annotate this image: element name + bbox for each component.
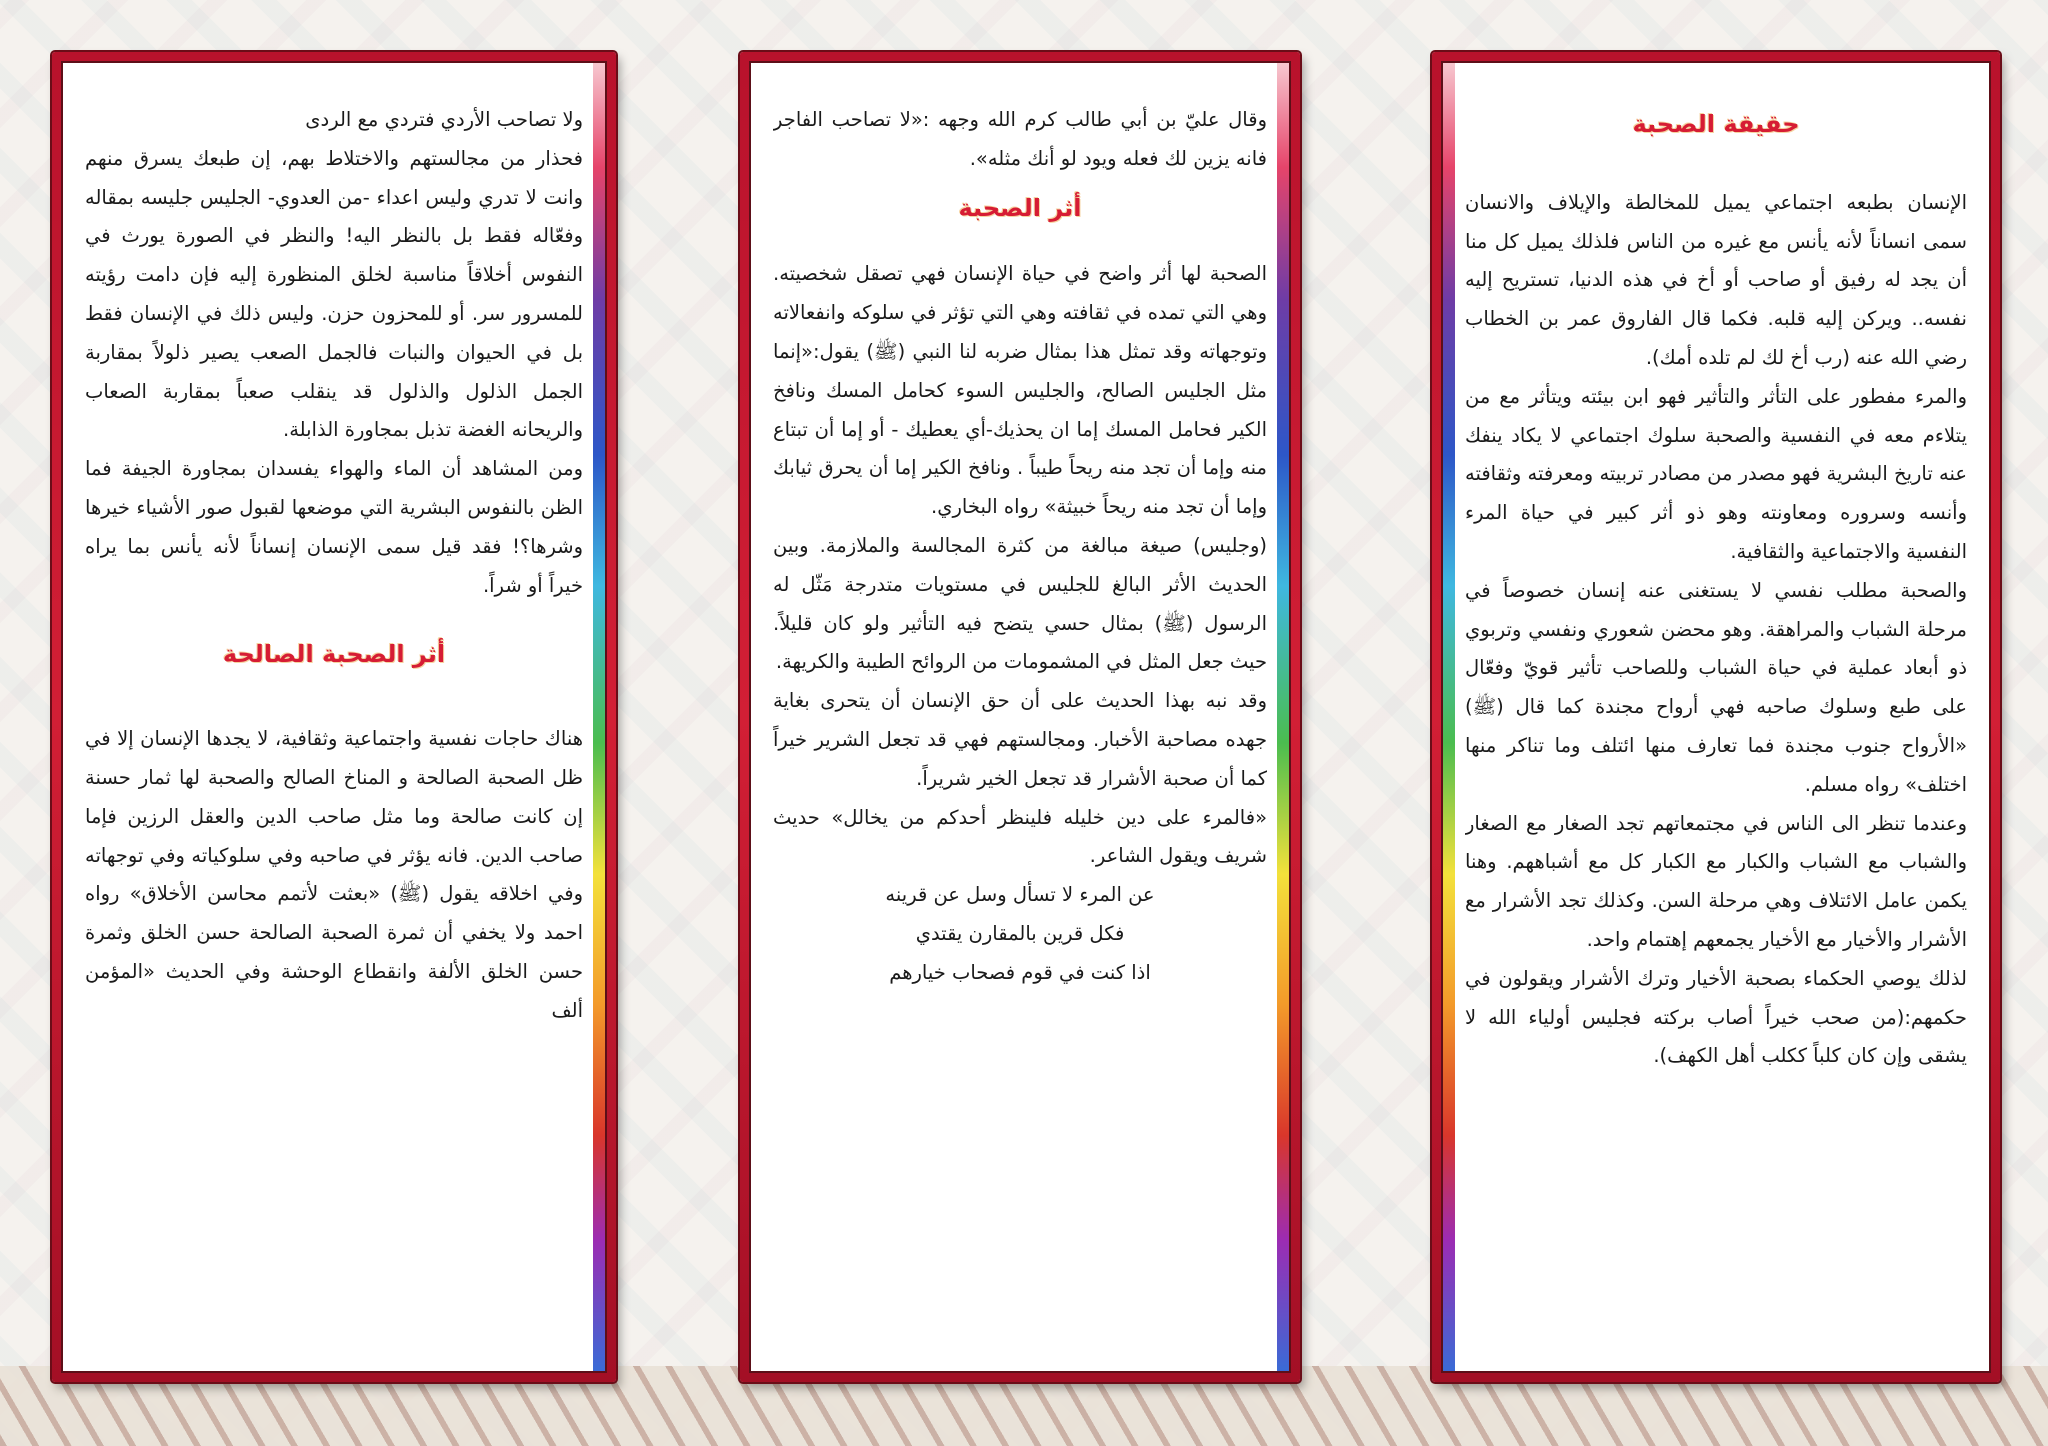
- panel-right-content: [1465, 63, 1967, 1371]
- section-heading-good-companionship: أثر الصحبة الصالحة: [222, 640, 446, 669]
- rainbow-border: [593, 63, 605, 1371]
- quote-paragraph: وقال عليّ بن أبي طالب كرم الله وجهه :«لا تصاحب الفاجر فانه يزين لك فعله ويود لو أنك مثله».: [773, 108, 1267, 170]
- panel-right-inner: [1441, 61, 1991, 1373]
- paragraph: «فالمرء على دين خليله فلينظر أحدكم من يخالل» حديث شريف ويقول الشاعر.: [773, 805, 1267, 868]
- verse-line: عن المرء لا تسأل وسل عن قرينه: [885, 883, 1155, 907]
- paragraph: وعندما تنظر الى الناس في مجتمعاتهم تجد الصغار مع الصغار والشباب مع الشباب والكبار مع الكبار كل مع أشباههم. وهنا يكمن عامل الائتلاف وهي مرحلة السن. وكذلك تجد الأشرار مع الأشرار والأخيار مع الأخيار يجمعهم إهتمام واحد.: [1465, 811, 1967, 951]
- panel-left: [52, 52, 616, 1382]
- rainbow-border: [1277, 63, 1289, 1371]
- section-heading-truth-of-companionship: حقيقة الصحبة: [1632, 110, 1800, 138]
- panel-middle-content: [773, 63, 1267, 1371]
- verse-line: فكل قرين بالمقارن يقتدي: [915, 921, 1125, 945]
- paragraph: لذلك يوصي الحكماء بصحبة الأخيار وترك الأشرار ويقولون في حكمهم:(من صحب خيراً أصاب بركته فجليس أولياء الله لا يشقى وإن كان كلباً ككلب أهل الكهف).: [1465, 966, 1967, 1068]
- panel-middle: [740, 52, 1300, 1382]
- poem-verses: [773, 876, 1267, 992]
- paragraph: فحذار من مجالستهم والاختلاط بهم، إن طبعك يسرق منهم وانت لا تدري وليس اعداء -من العدوي- الجليس جليسه بمقاله وفعّاله فقط بل بالنظر اليه! والنظر في الصورة يورث في النفوس أخلاقاً مناسبة لخلق المنظورة إليه فإن دامت رؤيته للمسرور سر. أو للمحزون حزن. وليس ذلك في الإنسان فقط بل في الحيوان والنبات فالجمل الصعب يصير ذلولاً بمقاربة الجمل الذلول والذلول قد ينقلب صعباً بمقاربة الصعاب والريحانه الغضة تذبل بمجاورة الذابلة.: [85, 146, 583, 442]
- paragraph: (وجليس) صيغة مبالغة من كثرة المجالسة والملازمة. وبين الحديث الأثر البالغ للجليس في مستويات متدرجة مَثّل له الرسول (ﷺ) بمثال حسي يتضح فيه التأثير ولو كان قليلاً. حيث جعل المثل في المشمومات من الروائح الطيبة والكريهة.: [773, 533, 1267, 674]
- panel-left-content: [85, 63, 583, 1371]
- panel-left-inner: [61, 61, 607, 1373]
- panel-right: [1432, 52, 2000, 1382]
- paragraph: الصحبة لها أثر واضح في حياة الإنسان فهي تصقل شخصيته. وهي التي تمده في ثقافته وهي التي تؤثر في سلوكه وانفعالاته وتوجهاته وقد تمثل هذا بمثال ضربه لنا النبي (ﷺ) يقول:«إنما مثل الجليس الصالح، والجليس السوء كحامل المسك ونافخ الكير فحامل المسك إما ان يحذيك-أي يعطيك - أو إما أن تبتاع منه وإما أن تجد منه ريحاً طيباً . ونافخ الكير إما أن يحرق ثيابك وإما أن تجد منه ريحاً خبيثة» رواه البخاري.: [773, 262, 1267, 519]
- verse-line: اذا كنت في قوم فصحاب خيارهم: [889, 960, 1151, 984]
- paragraph: هناك حاجات نفسية واجتماعية وثقافية، لا يجدها الإنسان إلا في ظل الصحبة الصالحة و المناخ الصالح والصحبة لها ثمار حسنة إن كانت صالحة وما مثل صاحب الدين والعقل الرزين فإما صاحب الدين. فانه يؤثر في صاحبه وفي سلوكياته وفي توجهاته وفي اخلاقه يقول (ﷺ) «بعثت لأتمم محاسن الأخلاق» رواه احمد ولا يخفي أن ثمرة الصحبة الصالحة حسن الخلق وثمرة حسن الخلق الألفة وانقطاع الوحشة وفي الحديث «المؤمن ألف: [85, 727, 583, 1022]
- section-heading-companionship-effect: أثر الصحبة: [958, 193, 1082, 222]
- paragraph: الإنسان بطبعه اجتماعي يميل للمخالطة والإيلاف والانسان سمى انساناً لأنه يأنس مع غيره من الناس فلذلك يميل كل منا أن يجد له رفيق أو صاحب أو أخ في هذه الدنيا، تستريح إليه نفسه.. ويركن إليه قلبه. فكما قال الفاروق عمر بن الخطاب رضي الله عنه (رب أخ لك لم تلده أمك).: [1465, 190, 1967, 369]
- paragraph: وقد نبه بهذا الحديث على أن حق الإنسان أن يتحرى بغاية جهده مصاحبة الأخبار. ومجالستهم فهي قد تجعل الشرير خيراً كما أن صحبة الأشرار قد تجعل الخير شريراً.: [773, 689, 1267, 790]
- paragraph: ومن المشاهد أن الماء والهواء يفسدان بمجاورة الجيفة فما الظن بالنفوس البشرية التي موضعها لقبول صور الأشياء خيرها وشرها؟! فقد قيل سمى الإنسان إنساناً لأنه يأنس بما يراه خيراً أو شراً.: [85, 457, 583, 597]
- rainbow-border: [1443, 63, 1455, 1371]
- paragraph: والصحبة مطلب نفسي لا يستغنى عنه إنسان خصوصاً في مرحلة الشباب والمراهقة. وهو محضن شعوري ونفسي وتربوي ذو أبعاد عملية في حياة الشباب وللصاحب تأثير قويّ وفعّال على طبع وسلوك صاحبه فهي أرواح مجندة كما قال (ﷺ) «الأرواح جنوب مجندة فما تعارف منها ائتلف وما تناكر منها اختلف» رواه مسلم.: [1465, 578, 1967, 796]
- paragraph: والمرء مفطور على التأثر والتأثير فهو ابن بيئته ويتأثر مع من يتلاءم معه في النفسية والصحبة سلوك اجتماعي لا يكاد ينفك عنه تاريخ البشرية فهو مصدر من مصادر تربيته ومعرفته وثقافته وأنسه وسروره ومعاونته وهو ذو أثر كبير في حياة المرء النفسية والاجتماعية والثقافية.: [1465, 384, 1967, 563]
- panel-middle-inner: [749, 61, 1291, 1373]
- verse-line: ولا تصاحب الأردي فتردي مع الردى: [305, 108, 583, 131]
